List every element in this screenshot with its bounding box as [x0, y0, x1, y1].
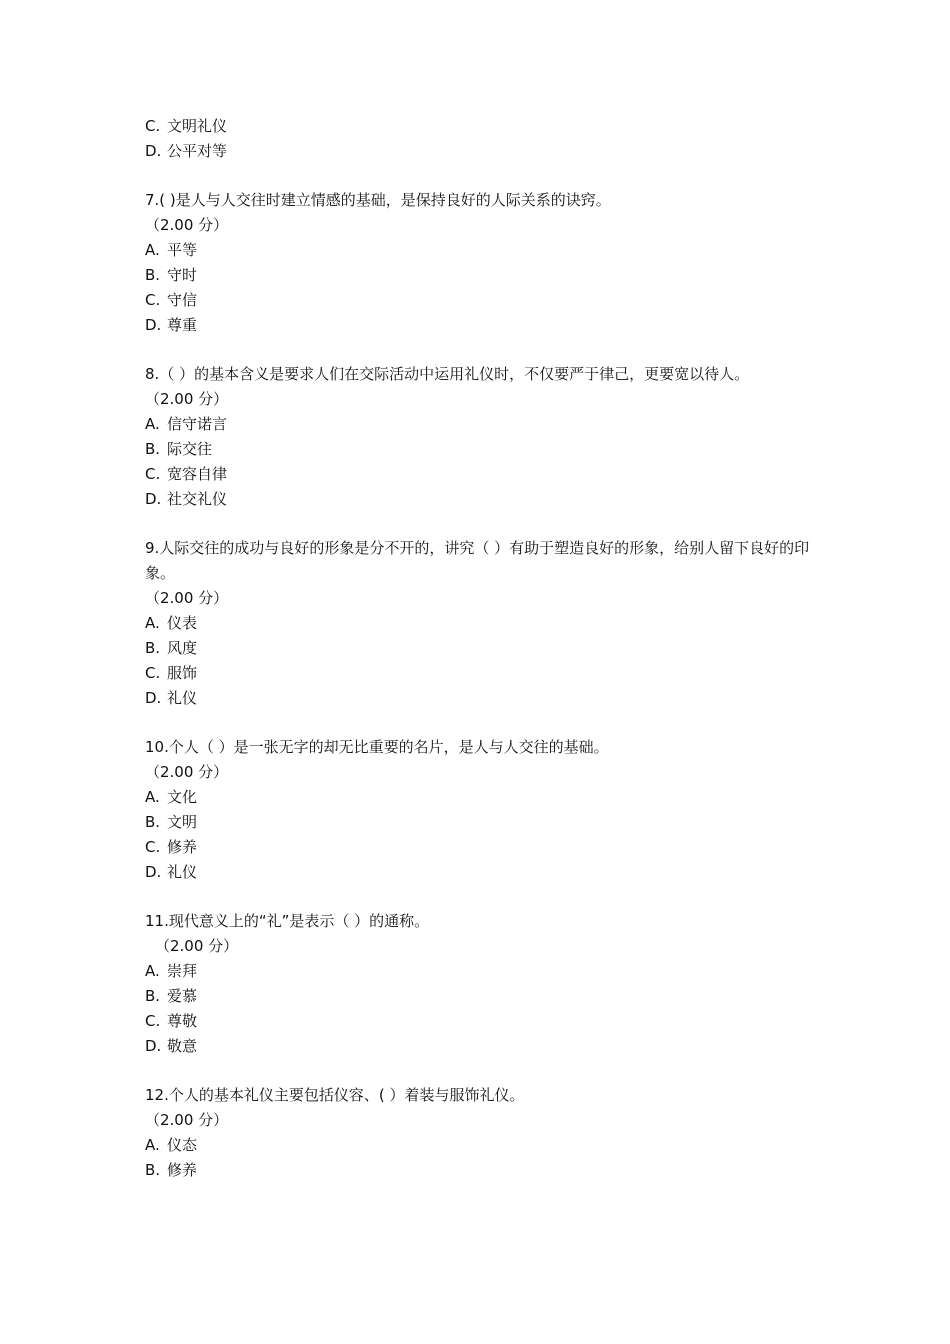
question-score: （2.00 分） — [155, 937, 239, 955]
question-score: （2.00 分） — [145, 589, 229, 607]
option-text: 修养 — [167, 838, 198, 856]
option-line — [145, 313, 815, 338]
option-letter: A. — [145, 415, 160, 433]
option-line — [145, 288, 815, 313]
option-letter: A. — [145, 788, 160, 806]
question-text: 9.人际交往的成功与良好的形象是分不开的，讲究（ ）有助于塑造良好的形象，给别人留下良好的印象。 — [145, 539, 810, 582]
option-line — [145, 238, 815, 263]
option-text: 社交礼仪 — [167, 490, 228, 508]
option-text: 崇拜 — [167, 962, 198, 980]
option-letter: B. — [145, 1161, 161, 1179]
option-line — [145, 1133, 815, 1158]
option-line — [145, 462, 815, 487]
option-text: 文明礼仪 — [167, 117, 228, 135]
option-text: 仪表 — [167, 614, 198, 632]
option-text: 尊敬 — [167, 1012, 198, 1030]
option-line — [145, 810, 815, 835]
option-line — [145, 611, 815, 636]
option-line — [145, 412, 815, 437]
option-letter: D. — [145, 316, 162, 334]
option-line — [145, 1158, 815, 1183]
option-text: 修养 — [167, 1161, 198, 1179]
question-block-9 — [145, 536, 815, 711]
question-text: 8.（ ）的基本含义是要求人们在交际活动中运用礼仪时，不仅要严于律己，更要宽以待人。 — [145, 365, 750, 383]
option-text: 守信 — [167, 291, 198, 309]
question-block-12 — [145, 1083, 815, 1183]
option-line — [145, 835, 815, 860]
document-page — [145, 114, 815, 1183]
option-letter: C. — [145, 664, 161, 682]
question-text: 7.( )是人与人交往时建立情感的基础，是保持良好的人际关系的诀窍。 — [145, 191, 611, 209]
option-text: 文明 — [167, 813, 198, 831]
option-line — [145, 860, 815, 885]
question-score: （2.00 分） — [145, 390, 229, 408]
option-line — [145, 1034, 815, 1059]
option-letter: C. — [145, 291, 161, 309]
option-text: 守时 — [167, 266, 198, 284]
option-text: 风度 — [167, 639, 198, 657]
option-letter: A. — [145, 1136, 160, 1154]
option-text: 爱慕 — [167, 987, 198, 1005]
option-letter: D. — [145, 1037, 162, 1055]
question-text: 11.现代意义上的“礼”是表示（ ）的通称。 — [145, 912, 430, 930]
option-letter: A. — [145, 614, 160, 632]
question-score: （2.00 分） — [145, 216, 229, 234]
option-text: 礼仪 — [167, 689, 198, 707]
question-block-10 — [145, 735, 815, 885]
option-text: 礼仪 — [167, 863, 198, 881]
option-letter: C. — [145, 1012, 161, 1030]
option-text: 服饰 — [167, 664, 198, 682]
question-score: （2.00 分） — [145, 763, 229, 781]
option-line — [145, 263, 815, 288]
option-line — [145, 114, 815, 139]
option-line — [145, 636, 815, 661]
question-block-7 — [145, 188, 815, 338]
option-letter: B. — [145, 639, 161, 657]
option-line — [145, 139, 815, 164]
option-line — [145, 487, 815, 512]
option-text: 仪态 — [167, 1136, 198, 1154]
option-letter: B. — [145, 266, 161, 284]
question-text: 10.个人（ ）是一张无字的却无比重要的名片，是人与人交往的基础。 — [145, 738, 609, 756]
option-text: 信守诺言 — [167, 415, 228, 433]
option-text: 公平对等 — [167, 142, 228, 160]
option-text: 文化 — [167, 788, 198, 806]
option-text: 平等 — [167, 241, 198, 259]
option-line — [145, 984, 815, 1009]
option-line — [145, 437, 815, 462]
option-line — [145, 661, 815, 686]
option-letter: D. — [145, 863, 162, 881]
option-letter: D. — [145, 689, 162, 707]
option-letter: D. — [145, 142, 162, 160]
leading-options — [145, 114, 815, 164]
option-letter: A. — [145, 962, 160, 980]
option-text: 际交往 — [167, 440, 213, 458]
option-letter: B. — [145, 987, 161, 1005]
option-letter: D. — [145, 490, 162, 508]
option-text: 敬意 — [167, 1037, 198, 1055]
option-letter: C. — [145, 465, 161, 483]
option-text: 尊重 — [167, 316, 198, 334]
option-letter: B. — [145, 440, 161, 458]
option-letter: A. — [145, 241, 160, 259]
option-letter: C. — [145, 117, 161, 135]
question-text: 12.个人的基本礼仪主要包括仪容、( ）着装与服饰礼仪。 — [145, 1086, 525, 1104]
option-letter: C. — [145, 838, 161, 856]
option-line — [145, 959, 815, 984]
question-score: （2.00 分） — [145, 1111, 229, 1129]
question-block-8 — [145, 362, 815, 512]
option-letter: B. — [145, 813, 161, 831]
option-line — [145, 1009, 815, 1034]
question-block-11 — [145, 909, 815, 1059]
option-line — [145, 785, 815, 810]
option-line — [145, 686, 815, 711]
option-text: 宽容自律 — [167, 465, 228, 483]
